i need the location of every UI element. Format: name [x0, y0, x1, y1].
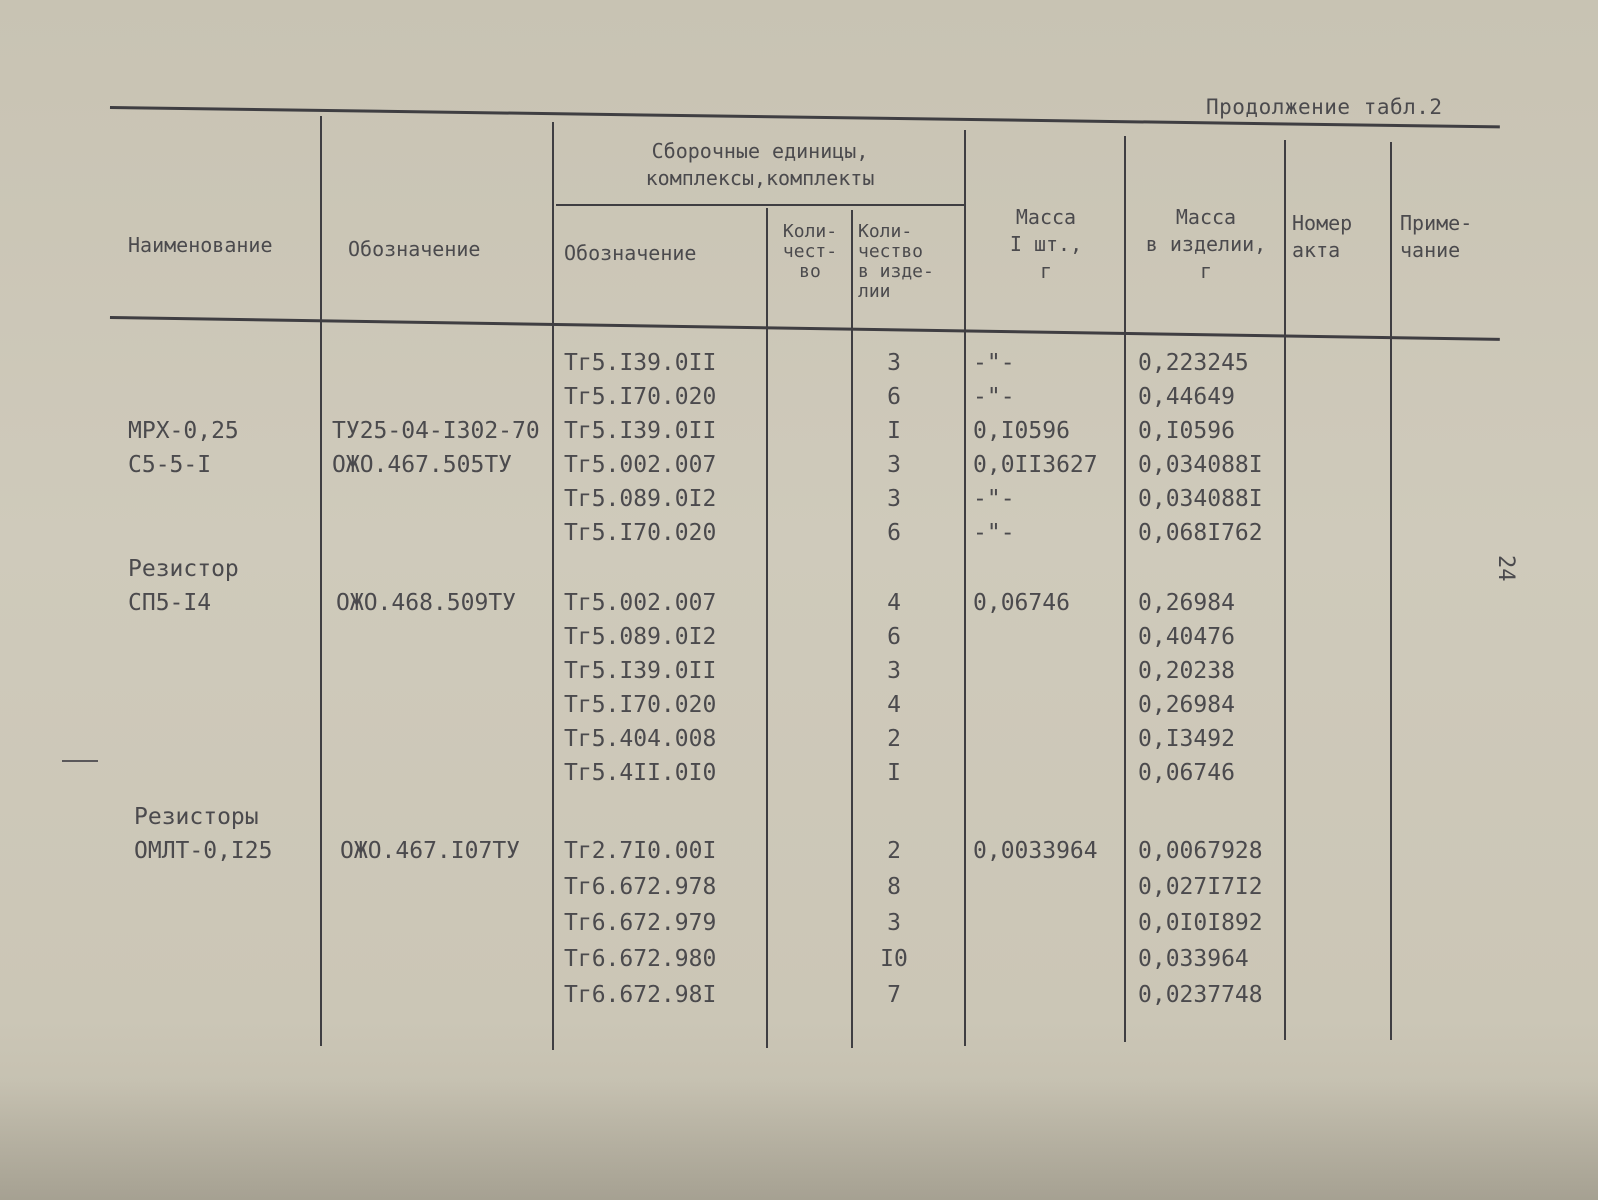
row-mass-total: 0,034088I — [1138, 486, 1263, 512]
row-designation: Тг5.002.007 — [564, 452, 717, 478]
row-quantity: 6 — [887, 384, 901, 410]
header-note: Приме- чание — [1400, 211, 1473, 262]
header-act-number: Номер акта — [1292, 211, 1353, 262]
row-quantity: 6 — [887, 520, 901, 546]
row-quantity: 7 — [887, 982, 901, 1008]
table-row — [0, 726, 1598, 760]
row-mass-total: 0,0I0I892 — [1138, 910, 1263, 936]
header-count-in-product: Коли- чество в изде- лии — [858, 221, 934, 302]
table-row — [0, 350, 1598, 384]
row-designation: Тг5.089.0I2 — [564, 486, 717, 512]
row-mass-one: -"- — [973, 384, 1015, 410]
row-designation: Тг6.672.979 — [564, 910, 717, 936]
row-quantity: I — [887, 760, 901, 786]
table-row — [0, 384, 1598, 418]
row-mass-one: 0,I0596 — [973, 418, 1070, 444]
row-designation: Тг5.I70.020 — [564, 520, 717, 546]
row-designation: Тг5.I39.0II — [564, 418, 717, 444]
row-quantity: 3 — [887, 350, 901, 376]
row-mass-one: -"- — [973, 350, 1015, 376]
row-designation: Тг5.404.008 — [564, 726, 717, 752]
header-name: Наименование — [128, 233, 273, 257]
row-quantity: 4 — [887, 590, 901, 616]
row-quantity: I — [887, 418, 901, 444]
table-row — [0, 760, 1598, 794]
row-mass-total: 0,0237748 — [1138, 982, 1263, 1008]
page-number: 24 — [1493, 555, 1518, 582]
row-mass-total: 0,06746 — [1138, 760, 1235, 786]
table-row — [0, 486, 1598, 520]
row-designation: Тг5.4II.0I0 — [564, 760, 717, 786]
row-designation: Тг5.I39.0II — [564, 658, 717, 684]
item-designation: ОЖО.468.509ТУ — [336, 590, 517, 616]
table-row — [0, 982, 1598, 1016]
row-mass-one: -"- — [973, 486, 1015, 512]
row-mass-one: 0,06746 — [973, 590, 1070, 616]
row-mass-total: 0,033964 — [1138, 946, 1249, 972]
row-mass-total: 0,027I7I2 — [1138, 874, 1263, 900]
item-name: Резисторы — [134, 804, 259, 830]
row-mass-total: 0,223245 — [1138, 350, 1249, 376]
row-designation: Тг6.672.980 — [564, 946, 717, 972]
item-name: СП5-I4 — [128, 590, 212, 616]
row-mass-total: 0,0067928 — [1138, 838, 1263, 864]
table-row — [0, 692, 1598, 726]
header-bottom-rule — [110, 316, 1500, 341]
row-designation: Тг6.672.98I — [564, 982, 717, 1008]
row-mass-total: 0,40476 — [1138, 624, 1235, 650]
row-mass-one: -"- — [973, 520, 1015, 546]
item-name: С5-5-I — [128, 452, 212, 478]
row-quantity: 4 — [887, 692, 901, 718]
row-mass-total: 0,20238 — [1138, 658, 1235, 684]
row-mass-total: 0,26984 — [1138, 590, 1235, 616]
table-row — [0, 910, 1598, 944]
table-row — [0, 624, 1598, 658]
item-name: МРХ-0,25 — [128, 418, 239, 444]
row-mass-total: 0,26984 — [1138, 692, 1235, 718]
header-mass-in-product: Масса в изделии, г — [1145, 205, 1267, 283]
item-designation: ТУ25-04-I302-70 — [332, 418, 540, 444]
row-quantity: 6 — [887, 624, 901, 650]
row-quantity: 3 — [887, 452, 901, 478]
table-continuation-caption: Продолжение табл.2 — [1206, 95, 1443, 119]
row-quantity: 2 — [887, 838, 901, 864]
item-name: ОМЛТ-0,I25 — [134, 838, 273, 864]
row-mass-total: 0,034088I — [1138, 452, 1263, 478]
row-designation: Тг6.672.978 — [564, 874, 717, 900]
header-designation: Обозначение — [348, 237, 481, 261]
row-designation: Тг5.002.007 — [564, 590, 717, 616]
row-quantity: 3 — [887, 658, 901, 684]
table-row — [0, 590, 1598, 624]
row-designation: Тг5.I70.020 — [564, 384, 717, 410]
row-mass-one: 0,0033964 — [973, 838, 1098, 864]
row-quantity: 3 — [887, 486, 901, 512]
table-row — [0, 946, 1598, 980]
table-row — [0, 838, 1598, 872]
row-designation: Тг5.089.0I2 — [564, 624, 717, 650]
header-assembly-designation: Обозначение — [564, 241, 697, 265]
table-row — [0, 520, 1598, 554]
table-row — [0, 452, 1598, 486]
item-name: Резистор — [128, 556, 239, 582]
row-designation: Тг5.I39.0II — [564, 350, 717, 376]
page-bottom-shadow — [0, 1080, 1598, 1200]
item-designation: ОЖО.467.505ТУ — [332, 452, 513, 478]
table-row — [0, 658, 1598, 692]
header-count: Коли- чест- во — [782, 221, 838, 282]
row-quantity: I0 — [880, 946, 908, 972]
row-mass-total: 0,068I762 — [1138, 520, 1263, 546]
row-quantity: 2 — [887, 726, 901, 752]
row-designation: Тг2.7I0.00I — [564, 838, 717, 864]
row-mass-total: 0,I3492 — [1138, 726, 1235, 752]
column-divider — [964, 130, 966, 1046]
row-quantity: 8 — [887, 874, 901, 900]
table-row — [0, 418, 1598, 452]
row-designation: Тг5.I70.020 — [564, 692, 717, 718]
row-mass-total: 0,I0596 — [1138, 418, 1235, 444]
row-quantity: 3 — [887, 910, 901, 936]
group-header-rule — [556, 204, 966, 206]
row-mass-one: 0,0II3627 — [973, 452, 1098, 478]
item-designation: ОЖО.467.I07ТУ — [340, 838, 521, 864]
row-mass-total: 0,44649 — [1138, 384, 1235, 410]
header-assembly-group: Сборочные единицы, комплексы,комплекты — [645, 139, 875, 190]
table-row — [0, 874, 1598, 908]
header-mass-one: Масса I шт., г — [1009, 205, 1083, 283]
